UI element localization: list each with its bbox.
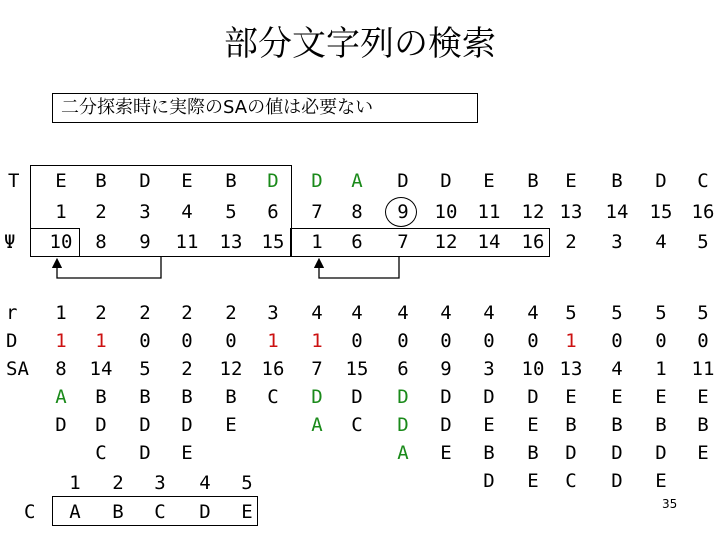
psi-cell: 12 — [434, 231, 458, 253]
T-cell: B — [95, 170, 107, 192]
r-cell: 2 — [181, 302, 193, 324]
suffix-char: C — [565, 470, 577, 492]
psi-cell: 15 — [261, 231, 285, 253]
suffix-char: D — [139, 442, 151, 464]
suffix-char: D — [611, 442, 623, 464]
psi-cell: 3 — [611, 231, 623, 253]
psi-cell: 8 — [95, 231, 107, 253]
suffix-char: E — [527, 414, 539, 436]
suffix-char: A — [55, 386, 67, 408]
T-cell: A — [351, 170, 363, 192]
r-cell: 5 — [611, 302, 623, 324]
psi-cell: 7 — [397, 231, 409, 253]
suffix-char: C — [95, 442, 107, 464]
suffix-char: E — [655, 386, 667, 408]
T-cell: E — [483, 170, 495, 192]
suffix-char: D — [527, 386, 539, 408]
D-cell: 0 — [181, 330, 193, 352]
T-cell: E — [55, 170, 67, 192]
D-cell: 1 — [565, 330, 577, 352]
psi-cell: 13 — [219, 231, 243, 253]
D-cell: 0 — [483, 330, 495, 352]
T-cell: B — [527, 170, 539, 192]
SA-cell: 15 — [345, 358, 369, 380]
r-cell: 4 — [351, 302, 363, 324]
suffix-char: A — [397, 442, 409, 464]
D-cell: 1 — [311, 330, 323, 352]
page-number: 35 — [662, 497, 678, 511]
suffix-char: D — [611, 470, 623, 492]
suffix-char: C — [351, 414, 363, 436]
D-cell: 0 — [440, 330, 452, 352]
SA-cell: 9 — [440, 358, 452, 380]
psi-cell: 1 — [311, 231, 323, 253]
psi-arrow-2 — [319, 257, 399, 278]
T-cell: D — [655, 170, 667, 192]
T-cell: C — [697, 170, 709, 192]
C-index-cell: 5 — [241, 472, 253, 494]
r-cell: 3 — [267, 302, 279, 324]
index-cell: 15 — [649, 201, 673, 223]
index-cell: 1 — [55, 201, 67, 223]
D-cell: 0 — [697, 330, 709, 352]
suffix-char: E — [655, 470, 667, 492]
C-index-cell: 3 — [154, 472, 166, 494]
r-cell: 5 — [565, 302, 577, 324]
label-r: r — [6, 302, 18, 324]
D-cell: 0 — [351, 330, 363, 352]
D-cell: 0 — [139, 330, 151, 352]
suffix-char: E — [225, 414, 237, 436]
r-cell: 4 — [397, 302, 409, 324]
r-cell: 4 — [311, 302, 323, 324]
SA-cell: 7 — [311, 358, 323, 380]
page-title: 部分文字列の検索 — [224, 24, 496, 64]
psi-cell: 16 — [521, 231, 545, 253]
SA-cell: 1 — [655, 358, 667, 380]
suffix-char: C — [267, 386, 279, 408]
C-index-cell: 4 — [199, 472, 211, 494]
C-index-cell: 2 — [112, 472, 124, 494]
SA-cell: 8 — [55, 358, 67, 380]
psi-cell: 2 — [565, 231, 577, 253]
index-cell: 6 — [267, 201, 279, 223]
label-T: T — [8, 170, 20, 192]
index-cell: 16 — [691, 201, 715, 223]
index-cell: 2 — [95, 201, 107, 223]
psi-cell: 10 — [49, 231, 73, 253]
suffix-char: D — [397, 386, 409, 408]
T-cell: D — [397, 170, 409, 192]
T-cell: D — [311, 170, 323, 192]
suffix-char: D — [483, 386, 495, 408]
suffix-char: E — [181, 442, 193, 464]
C-index-cell: 1 — [69, 472, 81, 494]
SA-cell: 12 — [219, 358, 243, 380]
index-cell: 4 — [181, 201, 193, 223]
T-cell: D — [267, 170, 279, 192]
suffix-char: D — [181, 414, 193, 436]
index-cell: 8 — [351, 201, 363, 223]
r-cell: 4 — [440, 302, 452, 324]
suffix-char: B — [655, 414, 667, 436]
index-cell: 13 — [559, 201, 583, 223]
SA-cell: 2 — [181, 358, 193, 380]
suffix-char: E — [611, 386, 623, 408]
T-cell: D — [440, 170, 452, 192]
r-cell: 2 — [95, 302, 107, 324]
suffix-char: D — [440, 414, 452, 436]
D-cell: 1 — [267, 330, 279, 352]
suffix-char: D — [351, 386, 363, 408]
suffix-char: B — [139, 386, 151, 408]
SA-cell: 4 — [611, 358, 623, 380]
suffix-char: B — [565, 414, 577, 436]
suffix-char: E — [483, 414, 495, 436]
psi-cell: 14 — [477, 231, 501, 253]
index-cell: 14 — [605, 201, 629, 223]
SA-cell: 11 — [691, 358, 715, 380]
T-cell: D — [139, 170, 151, 192]
psi-arrow-1 — [57, 257, 161, 278]
psi-cell: 6 — [351, 231, 363, 253]
r-cell: 4 — [483, 302, 495, 324]
D-cell: 0 — [655, 330, 667, 352]
r-cell: 2 — [139, 302, 151, 324]
T-cell: E — [181, 170, 193, 192]
SA-cell: 13 — [559, 358, 583, 380]
suffix-char: D — [139, 414, 151, 436]
C-letter-cell: A — [69, 501, 81, 523]
SA-cell: 16 — [261, 358, 285, 380]
psi-cell: 9 — [139, 231, 151, 253]
r-cell: 2 — [225, 302, 237, 324]
suffix-char: B — [527, 442, 539, 464]
C-letter-cell: B — [112, 501, 124, 523]
SA-cell: 10 — [521, 358, 545, 380]
label-SA: SA — [6, 358, 29, 380]
suffix-char: B — [225, 386, 237, 408]
D-cell: 0 — [225, 330, 237, 352]
index-cell: 12 — [521, 201, 545, 223]
r-cell: 1 — [55, 302, 67, 324]
suffix-char: D — [397, 414, 409, 436]
label-psi: Ψ — [4, 231, 16, 253]
suffix-char: D — [55, 414, 67, 436]
suffix-char: D — [311, 386, 323, 408]
index-cell: 10 — [434, 201, 458, 223]
T-cell: E — [565, 170, 577, 192]
suffix-char: E — [440, 442, 452, 464]
suffix-char: D — [95, 414, 107, 436]
suffix-char: B — [697, 414, 709, 436]
psi-cell: 5 — [697, 231, 709, 253]
SA-cell: 5 — [139, 358, 151, 380]
r-cell: 5 — [655, 302, 667, 324]
note-box: 二分探索時に実際のSAの値は必要ない — [52, 93, 478, 123]
suffix-char: B — [611, 414, 623, 436]
index-cell: 9 — [397, 201, 409, 223]
psi-cell: 11 — [175, 231, 199, 253]
D-cell: 0 — [527, 330, 539, 352]
suffix-char: B — [95, 386, 107, 408]
C-letter-cell: C — [154, 501, 166, 523]
psi-cell: 4 — [655, 231, 667, 253]
T-cell: B — [611, 170, 623, 192]
D-cell: 0 — [611, 330, 623, 352]
D-cell: 0 — [397, 330, 409, 352]
r-cell: 4 — [527, 302, 539, 324]
SA-cell: 3 — [483, 358, 495, 380]
suffix-char: D — [483, 470, 495, 492]
suffix-char: E — [697, 386, 709, 408]
C-letter-cell: D — [199, 501, 211, 523]
C-letter-cell: E — [241, 501, 253, 523]
suffix-char: A — [311, 414, 323, 436]
suffix-char: D — [565, 442, 577, 464]
index-cell: 11 — [477, 201, 501, 223]
r-cell: 5 — [697, 302, 709, 324]
index-cell: 7 — [311, 201, 323, 223]
suffix-char: B — [483, 442, 495, 464]
label-C: C — [24, 501, 36, 523]
T-cell: B — [225, 170, 237, 192]
label-D: D — [6, 330, 18, 352]
D-cell: 1 — [95, 330, 107, 352]
suffix-char: E — [565, 386, 577, 408]
suffix-char: D — [655, 442, 667, 464]
suffix-char: D — [440, 386, 452, 408]
index-cell: 3 — [139, 201, 151, 223]
suffix-char: E — [527, 470, 539, 492]
index-cell: 5 — [225, 201, 237, 223]
D-cell: 1 — [55, 330, 67, 352]
SA-cell: 6 — [397, 358, 409, 380]
suffix-char: B — [181, 386, 193, 408]
suffix-char: E — [697, 442, 709, 464]
SA-cell: 14 — [89, 358, 113, 380]
